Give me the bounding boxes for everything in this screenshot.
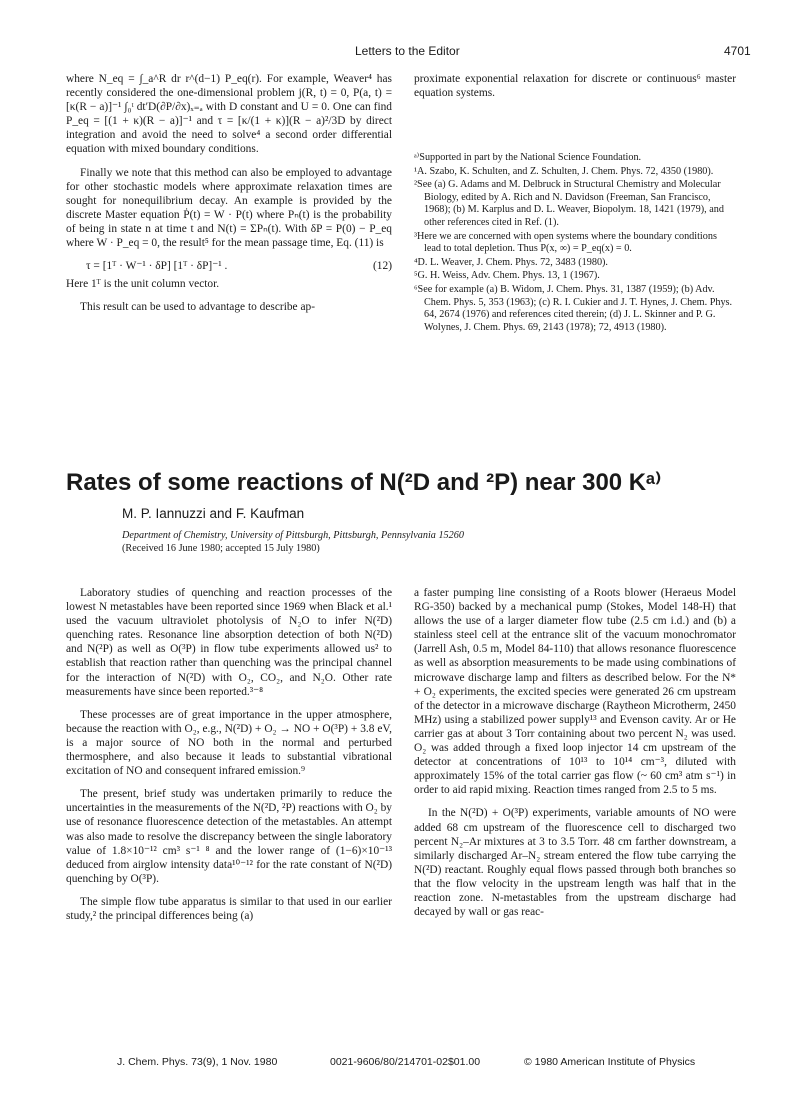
article-affiliation: Department of Chemistry, University of Pittsburgh, Pittsburgh, Pennsylvania 15260 — [122, 530, 464, 541]
article-left-column — [66, 586, 392, 932]
equation-number: (12) — [373, 260, 392, 273]
paragraph: a faster pumping line consisting of a Roots blower (Heraeus Model RG-350) backed by a mechanical pump (Stokes, Model 148-H) that allows the use of a larger diameter flow tube (2.5 cm i.d.) and (b) a stainless steel cell at the entrance slit of the vacuum monochromator (Jarrell Ash, 0.5 m, Model 84-110) that allows resonance fluorescence as well as absorption measurements to be made using combinations of microwave discharge lamp and filters as described below. For the N* + O₂ experiments, the excited species were generated 26 cm upstream of the detector in a microwave discharge (Raytheon Microtherm, 2450 MHz) using a stabilized power supply¹³ and Evenson cavity. Ar or He carrier gas at about 3 Torr containing about two percent N₂ was used. O₂ was added through a fixed loop injector 14 cm upstream of the detector at concentrations of 10¹³ to 10¹⁴ cm⁻³, diluted with approximately 15% of the total carrier gas flow (~ 60 cm³ atm s⁻¹) in order to aid rapid mixing. Reaction times ranged from 2.5 to 5 ms. — [414, 587, 736, 797]
copyright: © 1980 American Institute of Physics — [524, 1056, 696, 1068]
footnote: ⁵G. H. Weiss, Adv. Chem. Phys. 13, 1 (1967). — [414, 270, 600, 282]
paragraph: Here 1ᵀ is the unit column vector. — [66, 278, 220, 291]
section-title: Letters to the Editor — [355, 44, 460, 58]
paragraph: Finally we note that this method can also be employed to advantage for other stochastic models where approximate relaxation times are sought for nonequilibrium decay. An example is provided by the discrete Master equation Ṗ(t) = W · P(t) where Pₙ(t) is the probability of being in state n at time t and N(t) = ΣPₙ(t). With δP = P(0) − P_eq where W · P_eq = 0, the result⁵ for the mean passage time, Eq. (11) is — [66, 166, 392, 250]
footnote: ³Here we are concerned with open systems where the boundary conditions lead to total depletion. Thus P(x, ∞) = P_eq(x) = 0. — [414, 230, 717, 255]
prev-article-right-column — [414, 72, 736, 109]
paragraph: The simple flow tube apparatus is similar to that used in our earlier study,² the principal differences being (a) — [66, 895, 392, 922]
page-number: 4701 — [724, 44, 751, 58]
article-received-date: (Received 16 June 1980; accepted 15 July 1980) — [122, 543, 320, 554]
footnote: ⁴D. L. Weaver, J. Chem. Phys. 72, 3483 (1980). — [414, 256, 608, 268]
paragraph: The present, brief study was undertaken primarily to reduce the uncertainties in the measurements of the N(²D, ²P) reactions with O₂ by use of resonance fluorescence detection of the metastables. An attempt was also made to resolve the discrepancy between the single laboratory value of 1.8×10⁻¹² cm³ s⁻¹ ⁸ and the lower range of (1−6)×10⁻¹³ deduced from airglow intensity data¹⁰⁻¹² for the rate constant of N(²D) quenching by O(³P). — [66, 788, 392, 885]
article-title: Rates of some reactions of N(²D and ²P) near 300 Kᵃ⁾ — [66, 469, 662, 496]
paragraph: where N_eq = ∫_a^R dr r^(d−1) P_eq(r). For example, Weaver⁴ has recently considered the one-dimensional problem j(R, t) = 0, P(a, t) = [κ(R − a)]⁻¹ ∫₀ᵗ dt′D(∂P/∂x)ₓ₌ₐ with D constant and U = 0. One can find P_eq = [(1 + κ)(R − a)]⁻¹ and τ = [κ/(1 + κ)](R − a)²/3D by direct integration and avoid the need to solve⁴ a second order differential equation with mixed boundary conditions. — [66, 73, 392, 156]
footnote: ⁶See for example (a) B. Widom, J. Chem. Phys. 31, 1387 (1959); (b) Adv. Chem. Phys. 5, 353 (1963); (c) R. I. Cukier and J. T. Hynes, J. Chem. Phys. 64, 2674 (1976) and references cited therein; (d) J. L. Skinner and P. G. Wolynes, J. Chem. Phys. 69, 2143 (1978); 72, 4913 (1980). — [414, 283, 733, 333]
footnotes — [414, 152, 736, 335]
prev-article-left-column — [66, 72, 392, 323]
footnote: ¹A. Szabo, K. Schulten, and Z. Schulten, J. Chem. Phys. 72, 4350 (1980). — [414, 165, 714, 177]
paragraph: In the N(²D) + O(³P) experiments, variable amounts of NO were added 68 cm upstream of the fluorescence cell to discharged two percent N₂–Ar mixtures at 3 to 3.5 Torr. 48 cm farther downstream, a similarly discharged Ar–N₂ stream entered the flow tube carrying the N(²D) reactant. Roughly equal flows passed through both branches so that the flow velocity in the upstream length was half that in the reaction zone. N-metastables from the upstream discharge had decayed by wall or gas reac- — [414, 807, 736, 919]
journal-citation: J. Chem. Phys. 73(9), 1 Nov. 1980 — [117, 1056, 278, 1068]
equation-12 — [66, 259, 392, 273]
paragraph: Laboratory studies of quenching and reaction processes of the lowest N metastables have been reported since 1969 when Black et al.¹ used the vacuum ultraviolet photolysis of N₂O to infer N(²D) quenching rates. Resonance line absorption detection of both N(²D) and N(²P) as well as O(³P) in flow tube experiments allowed us² to establish that reaction rather than quenching was the principal channel for the interaction of N(²D) with O₂, CO₂, and N₂O. Other rate measurements have since been reported.³⁻⁸ — [66, 587, 392, 698]
footnote: ²See (a) G. Adams and M. Delbruck in Structural Chemistry and Molecular Biology, edited by A. Rich and N. Davidson (Freeman, San Francisco, 1968); (b) M. Karplus and D. L. Weaver, Biopolym. 18, 1421 (1979), and other references cited in Ref. (1). — [414, 179, 724, 228]
footnote: ᵃ⁾Supported in part by the National Science Foundation. — [414, 152, 642, 163]
article-code: 0021-9606/80/214701-02$01.00 — [330, 1056, 481, 1068]
paragraph: proximate exponential relaxation for discrete or continuous⁶ master equation systems. — [414, 73, 736, 100]
article-authors: M. P. Iannuzzi and F. Kaufman — [122, 506, 305, 521]
paragraph: This result can be used to advantage to describe ap- — [80, 301, 316, 314]
paragraph: These processes are of great importance in the upper atmosphere, because the reaction with O₂, e.g., N(²D) + O₂ → NO + O(³P) + 3.8 eV, is a major source of NO both in the normal and perturbed thermosphere, and also because it leads to substantial vibrational excitation of NO and consequent infrared emission.⁹ — [66, 708, 392, 778]
equation-formula: τ = [1ᵀ · W⁻¹ · δP] [1ᵀ · δP]⁻¹ . — [86, 260, 228, 273]
article-right-column — [414, 586, 736, 928]
